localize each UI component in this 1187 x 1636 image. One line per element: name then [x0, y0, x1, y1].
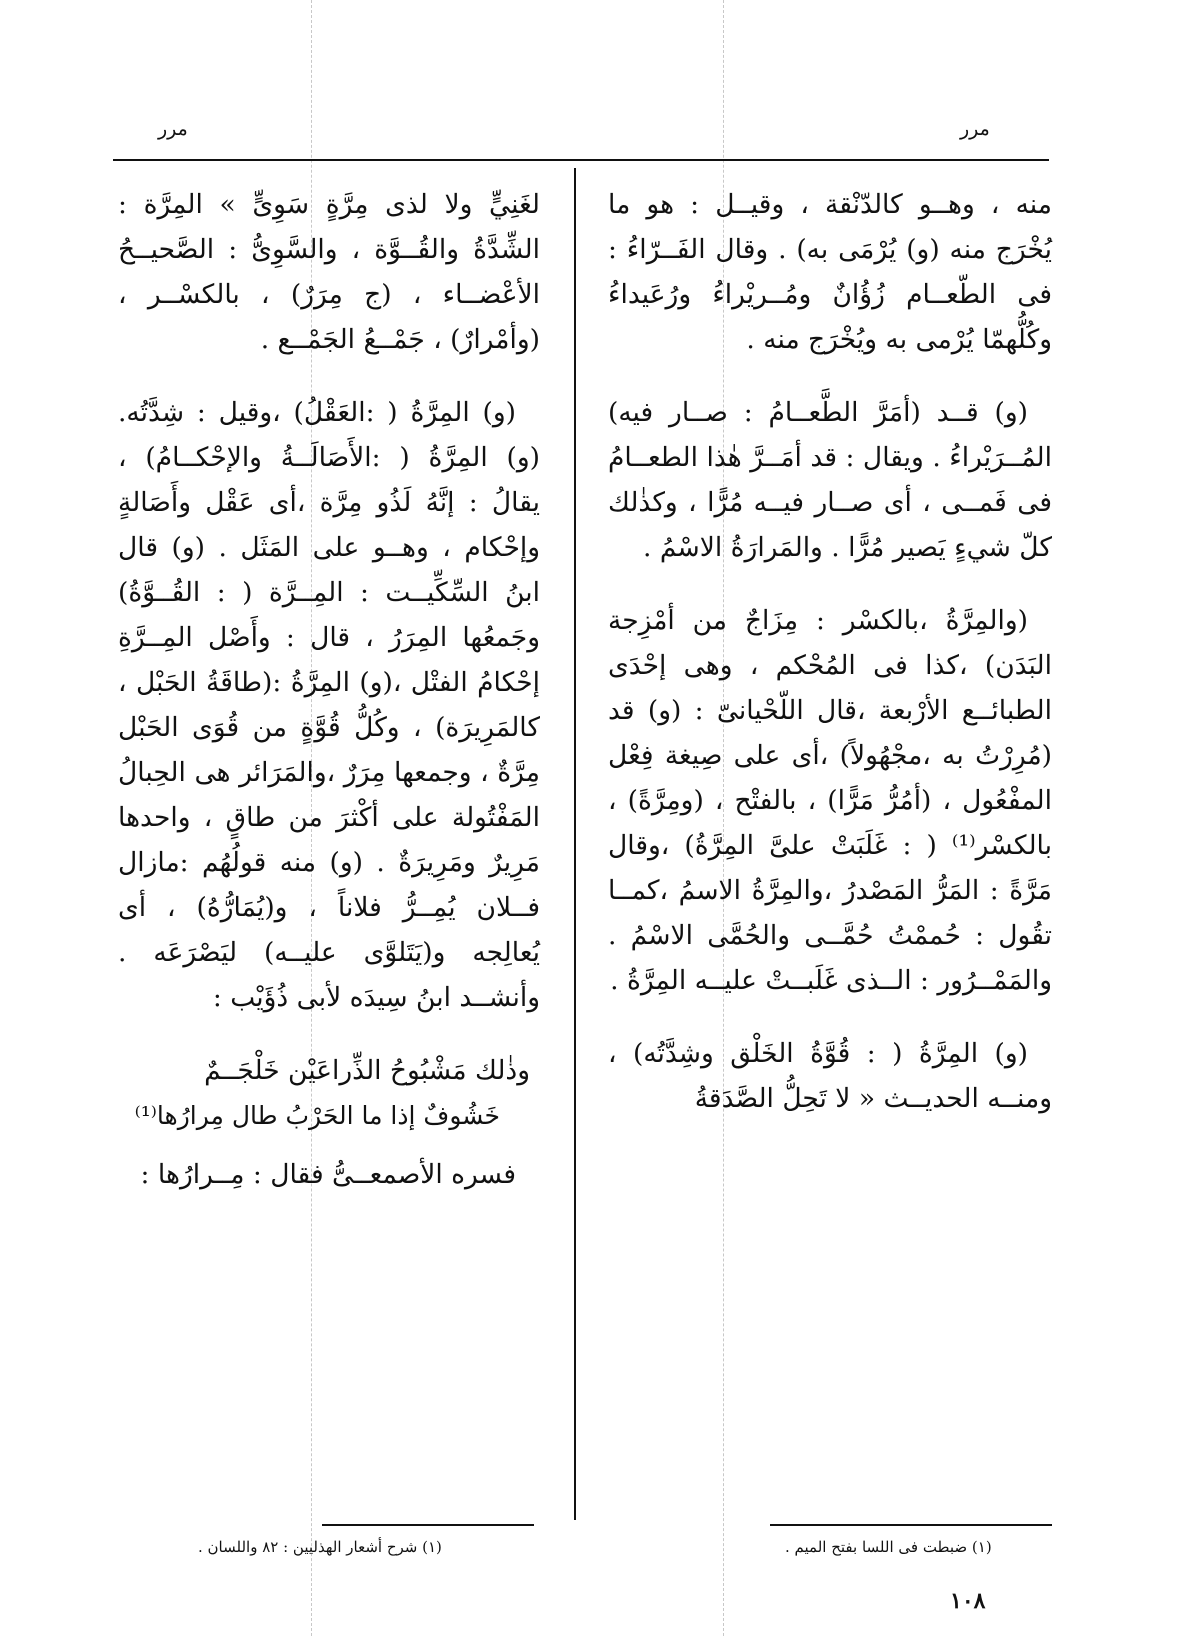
right-column	[608, 182, 1052, 1149]
poem-verse-first-hemistich: وذٰلك مَشْبُوحُ الذِّراعَيْن خَلْجَــمٌ	[204, 1055, 530, 1086]
right-paragraph-3: (والمِرَّةُ ،بالكسْر : مِزَاجٌ من أمْزِجة البَدَن) ،كذا فى المُحْكم ، وهى إحْدَى الطبائــع الأرْبعة ،قال اللّحْيانىّ : (و) قد (مُرِرْتُ به ،مجْهُولاً) ،أى على صِيغة فِعْل المفْعُول ، (أمُرُّ مَرًّا) ، بالفتْح ، (ومِرَّةً) ، بالكسْر⁽¹⁾ ( : غَلَبَتْ علىَّ المِرَّةُ) ،وقال مَرَّةً : المَرُّ المَصْدرُ ،والمِرَّةُ الاسمُ ،كمــا تقُول : حُممْتُ حُمَّــى والحُمَّى الاسْمُ . والمَمْــرُور : الــذى غَلَبــتْ عليــه المِرَّةُ .	[608, 605, 1052, 996]
left-paragraph-2: (و) المِرَّةُ ( :العَقْلُ) ،وقيل : شِدَّتُه. (و) المِرَّةُ ( :الأَصَالَــةُ والإحْكــامُ) ، يقالُ : إنَّهُ لَذُو مِرَّة ،أى عَقْل وأَصَالةٍ وإحْكام ، وهــو على المَثَل . (و) قال ابنُ السِّكِّيــت : المِــرَّة ( : القُــوَّةُ) وجَمعُها المِرَرُ ، قال : وأَصْل المِــرَّةِ إحْكامُ الفتْل ،(و) المِرَّةُ :(طاقَةُ الحَبْل ، كالمَرِيرَة) ، وكُلُّ قُوَّةٍ من قُوَى الحَبْل مِرَّةٌ ، وجمعها مِرَرٌ ،والمَرَائر هى الحِبالُ المَفْتُولة على أكْثرَ من طاقٍ ، واحدها مَرِيرٌ ومَرِيرَةٌ . (و) منه قولُهُم :مازال فــلان يُمِــرُّ فلاناً ، و(يُمَارُّهُ) ، أى يُعالِجه و(يَتَلوَّى عليــه) ليَصْرَعَه . وأنشــد ابنُ سِيدَه لأبى ذُؤَيْب :	[118, 397, 540, 1013]
running-header-left: مرر	[158, 118, 188, 140]
column-divider	[574, 168, 576, 1520]
right-paragraph-2: (و) قــد (أمَرَّ الطَّعــامُ : صــار فيه) المُــرَيْراءُ . ويقال : قد أمَــرَّ هٰذا الطعــامُ فى فَمــى ، أى صــار فيــه مُرًّا ، وكذٰلك كلّ شيءٍ يَصير مُرًّا . والمَرارَةُ الاسْمُ .	[608, 397, 1052, 563]
poem-verse-second-hemistich: خَشُوفٌ إذا ما الحَرْبُ طال مِرارُها⁽¹⁾	[134, 1101, 500, 1130]
right-paragraph-4: (و) المِرَّةُ ( : قُوَّةُ الخَلْق وشِدَّتُه) ، ومنــه الحديــث « لا تَحِلُّ الصَّدَقةُ	[608, 1038, 1052, 1114]
page-number: ١٠٨	[950, 1588, 986, 1614]
header-rule	[113, 159, 1049, 161]
verse-spacer	[118, 1138, 540, 1152]
right-paragraph-1: منه ، وهــو كالدّنْقة ، وقيــل : هو ما يُخْرَج منه (و) يُرْمَى به) . وقال الفَــرّاءُ : فى الطّعــام زُؤُانٌ ومُــريْراءُ ورُعَيداءُ وكُلُّهمّا يُرْمى به ويُخْرَج منه .	[608, 189, 1052, 355]
running-header-right: مرر	[960, 118, 990, 140]
footnote-right: (١) ضبطت فى اللسا بفتح الميم .	[785, 1538, 992, 1556]
left-column	[118, 182, 540, 1225]
left-closing-line: فسره الأصمعــىُّ فقال : مِــرارُها :	[140, 1159, 516, 1190]
left-paragraph-1: لغَنِيٍّ ولا لذى مِرَّةٍ سَوِىٍّ » المِرَّة : الشِّدَّةُ والقُــوَّة ، والسَّوِىُّ : الصَّحيــحُ الأعْضــاء ، (ج مِرَرٌ) ، بالكسْــر ، (وأمْرارٌ) ، جَمْــعُ الجَمْــع .	[118, 189, 540, 355]
footnote-rule-left	[322, 1524, 534, 1526]
footnote-rule-right	[770, 1524, 1052, 1526]
footnote-left: (١) شرح أشعار الهذليين : ٨٢ واللسان .	[198, 1538, 442, 1556]
